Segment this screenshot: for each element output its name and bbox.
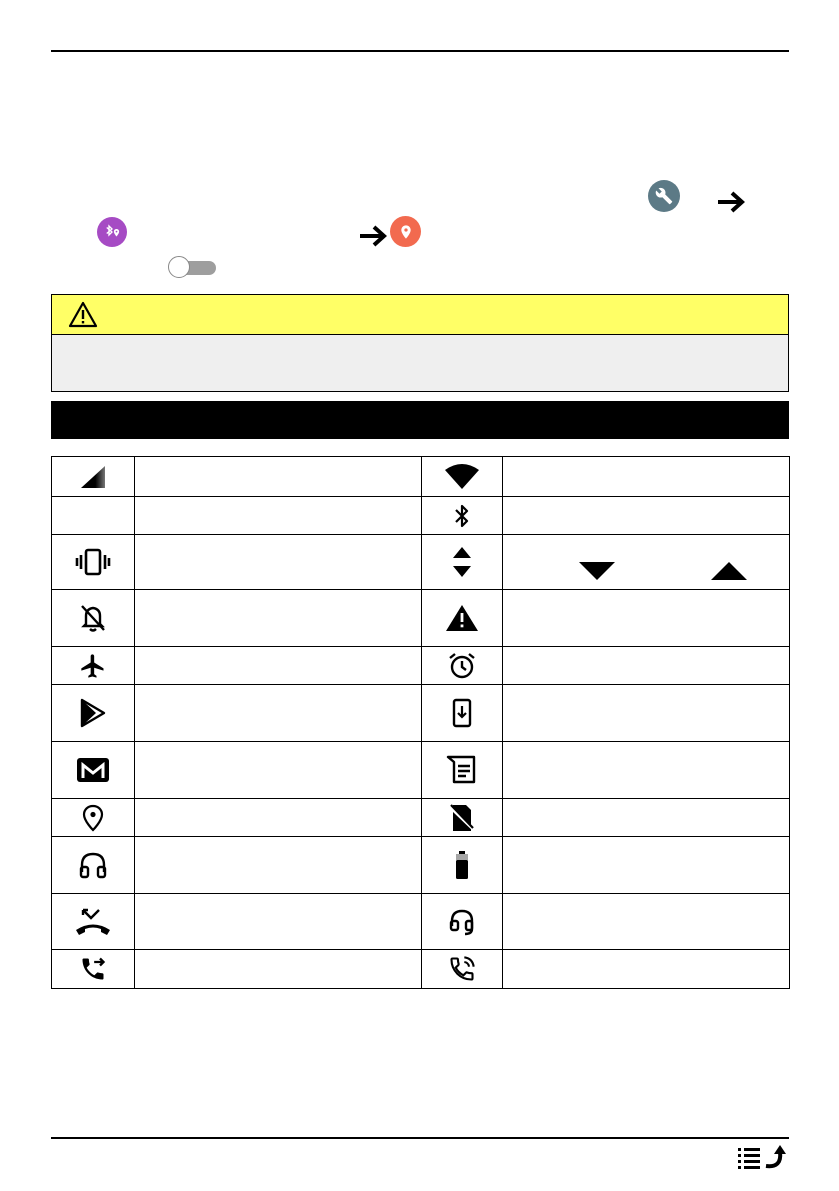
bluetooth-icon (452, 502, 472, 530)
toggle-knob (168, 256, 190, 278)
download-triangle-icon (579, 562, 615, 580)
warning-box (51, 294, 789, 392)
icon-cell (52, 894, 135, 950)
description-cell (503, 894, 790, 950)
gmail-icon (75, 756, 111, 784)
location-pin-icon (390, 216, 421, 247)
icon-cell (52, 685, 135, 742)
warning-text (52, 335, 788, 355)
description-cell (503, 742, 790, 799)
battery-icon (454, 850, 470, 880)
description-cell (503, 685, 790, 742)
airplane-icon (79, 652, 107, 680)
icon-cell (52, 535, 135, 590)
warning-header (52, 295, 788, 335)
description-cell (134, 590, 422, 647)
icon-cell (52, 457, 135, 497)
icon-cell (422, 742, 503, 799)
table-row (52, 497, 790, 535)
wifi-call-icon (447, 955, 477, 983)
location-outline-icon (82, 804, 104, 832)
table-row (52, 837, 790, 894)
bluetooth-location-icon (97, 217, 127, 247)
description-cell (134, 685, 422, 742)
headphones-icon (78, 850, 108, 880)
vibrate-icon (74, 547, 112, 577)
icon-cell (52, 647, 135, 685)
play-store-icon (79, 698, 107, 728)
table-row (52, 457, 790, 497)
table-row (52, 799, 790, 837)
description-cell (503, 837, 790, 894)
headset-icon (448, 907, 476, 937)
description-cell (134, 457, 422, 497)
icon-cell (422, 457, 503, 497)
arrow-right-icon (358, 225, 388, 247)
toc-return-icon[interactable] (736, 1144, 788, 1170)
description-cell (503, 535, 790, 590)
message-icon (446, 755, 478, 785)
table-row (52, 590, 790, 647)
description-cell (134, 950, 422, 989)
section-title-bar (51, 401, 789, 439)
no-sim-icon (449, 803, 475, 833)
call-forward-icon (78, 955, 108, 983)
data-transfer-icon (451, 546, 473, 578)
description-cell (503, 950, 790, 989)
footer-rule (51, 1137, 789, 1139)
icon-cell (422, 590, 503, 647)
description-cell (134, 837, 422, 894)
icon-cell (52, 799, 135, 837)
arrow-right-icon (716, 191, 746, 213)
alarm-clock-icon (447, 651, 477, 681)
alert-triangle-icon (445, 604, 479, 632)
description-cell (503, 647, 790, 685)
table-row (52, 950, 790, 989)
icon-cell (422, 535, 503, 590)
description-cell (134, 647, 422, 685)
table-row (52, 647, 790, 685)
description-cell (134, 535, 422, 590)
description-cell (503, 457, 790, 497)
phone-download-icon (451, 698, 473, 728)
warning-icon (68, 301, 98, 328)
table-row (52, 685, 790, 742)
toggle-switch[interactable] (168, 256, 218, 278)
description-cell (134, 894, 422, 950)
settings-wrench-icon (648, 180, 680, 212)
description-cell (503, 497, 790, 535)
icon-cell (52, 497, 135, 535)
icon-cell (422, 799, 503, 837)
table-row (52, 742, 790, 799)
icon-cell (422, 497, 503, 535)
missed-call-icon (74, 907, 112, 937)
description-cell (503, 799, 790, 837)
icon-cell (422, 894, 503, 950)
header-rule (51, 50, 789, 52)
description-cell (134, 742, 422, 799)
upload-triangle-icon (711, 562, 747, 580)
status-icons-table (51, 456, 790, 989)
wifi-icon (444, 464, 480, 490)
description-cell (134, 497, 422, 535)
signal-strength-icon (79, 465, 107, 489)
icon-cell (52, 837, 135, 894)
icon-cell (422, 685, 503, 742)
icon-cell (422, 837, 503, 894)
icon-cell (52, 590, 135, 647)
description-cell (503, 590, 790, 647)
icon-cell (422, 950, 503, 989)
icon-cell (52, 742, 135, 799)
icon-cell (422, 647, 503, 685)
description-cell (134, 799, 422, 837)
table-row (52, 535, 790, 590)
section-title (51, 411, 63, 428)
mute-bell-icon (79, 603, 107, 633)
icon-cell (52, 950, 135, 989)
table-row (52, 894, 790, 950)
